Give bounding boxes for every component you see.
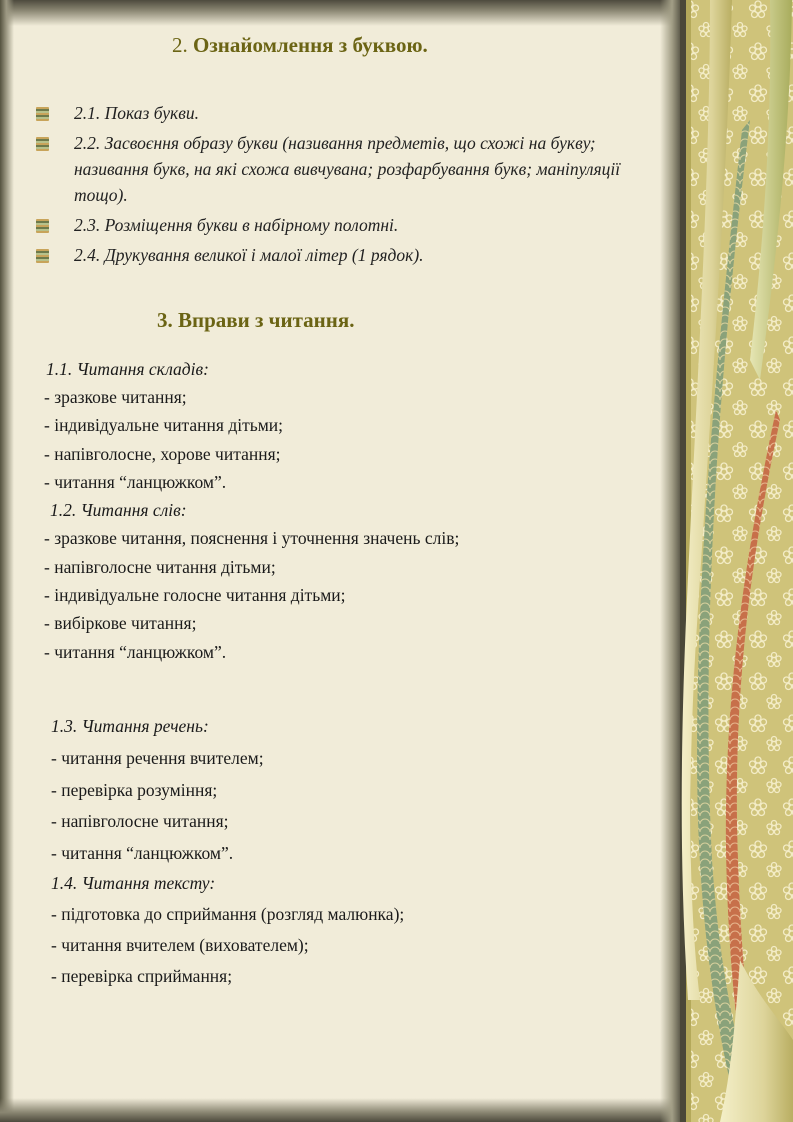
list-item: - підготовка до сприймання (розгляд малюнка); [51,904,405,924]
list-item [34,212,662,238]
section2-title: Ознайомлення з буквою. [193,33,428,57]
list-item: - зразкове читання, пояснення і уточнення значень слів; [44,528,460,548]
sub2-title: 1.2. Читання слів: [50,500,187,520]
section2-list [34,100,662,272]
list-item: - напівголосне читання; [51,811,229,831]
left-shadow [0,0,14,1122]
section2-number: 2. [172,33,188,57]
list-item-text: 2.2. Засвоєння образу букви (називання предметів, що схожі на букву; називання букв, на які схожа вивчувана; розфарбування букв; маніпуляції тощо). [74,133,621,205]
right-edge-shadow [660,0,682,1122]
section2-heading [172,33,428,58]
list-item: - перевірка сприймання; [51,966,233,986]
sub1-title: 1.1. Читання складів: [46,359,209,379]
section3-title: 3. Вправи з читання. [157,308,355,332]
list-item: - читання “ланцюжком”. [51,843,234,863]
list-item [34,242,662,268]
list-item-text: 2.4. Друкування великої і малої літер (1 рядок). [74,245,424,265]
list-item: - індивідуальне голосне читання дітьми; [44,585,346,605]
list-item [34,130,662,208]
list-item: - читання речення вчителем; [51,748,264,768]
bottom-shadow [0,1098,690,1122]
section3-heading [157,308,355,333]
sub4-title: 1.4. Читання тексту: [51,873,216,893]
list-item: - напівголосне, хорове читання; [44,444,281,464]
list-item: - індивідуальне читання дітьми; [44,415,284,435]
list-item [34,100,662,126]
list-item: - напівголосне читання дітьми; [44,557,276,577]
list-item: - зразкове читання; [44,387,187,407]
floral-ribbon-decoration [680,0,793,1122]
bullet-icon [36,219,49,233]
bullet-icon [36,249,49,263]
list-item: - читання “ланцюжком”. [44,642,227,662]
bullet-icon [36,107,49,121]
list-item: - читання вчителем (вихователем); [51,935,309,955]
list-item-text: 2.1. Показ букви. [74,103,199,123]
sub3-title: 1.3. Читання речень: [51,716,209,736]
bullet-icon [36,137,49,151]
list-item: - вибіркове читання; [44,613,197,633]
list-item: - перевірка розуміння; [51,780,218,800]
top-shadow [0,0,690,26]
list-item-text: 2.3. Розміщення букви в набірному полотні. [74,215,399,235]
list-item: - читання “ланцюжком”. [44,472,227,492]
